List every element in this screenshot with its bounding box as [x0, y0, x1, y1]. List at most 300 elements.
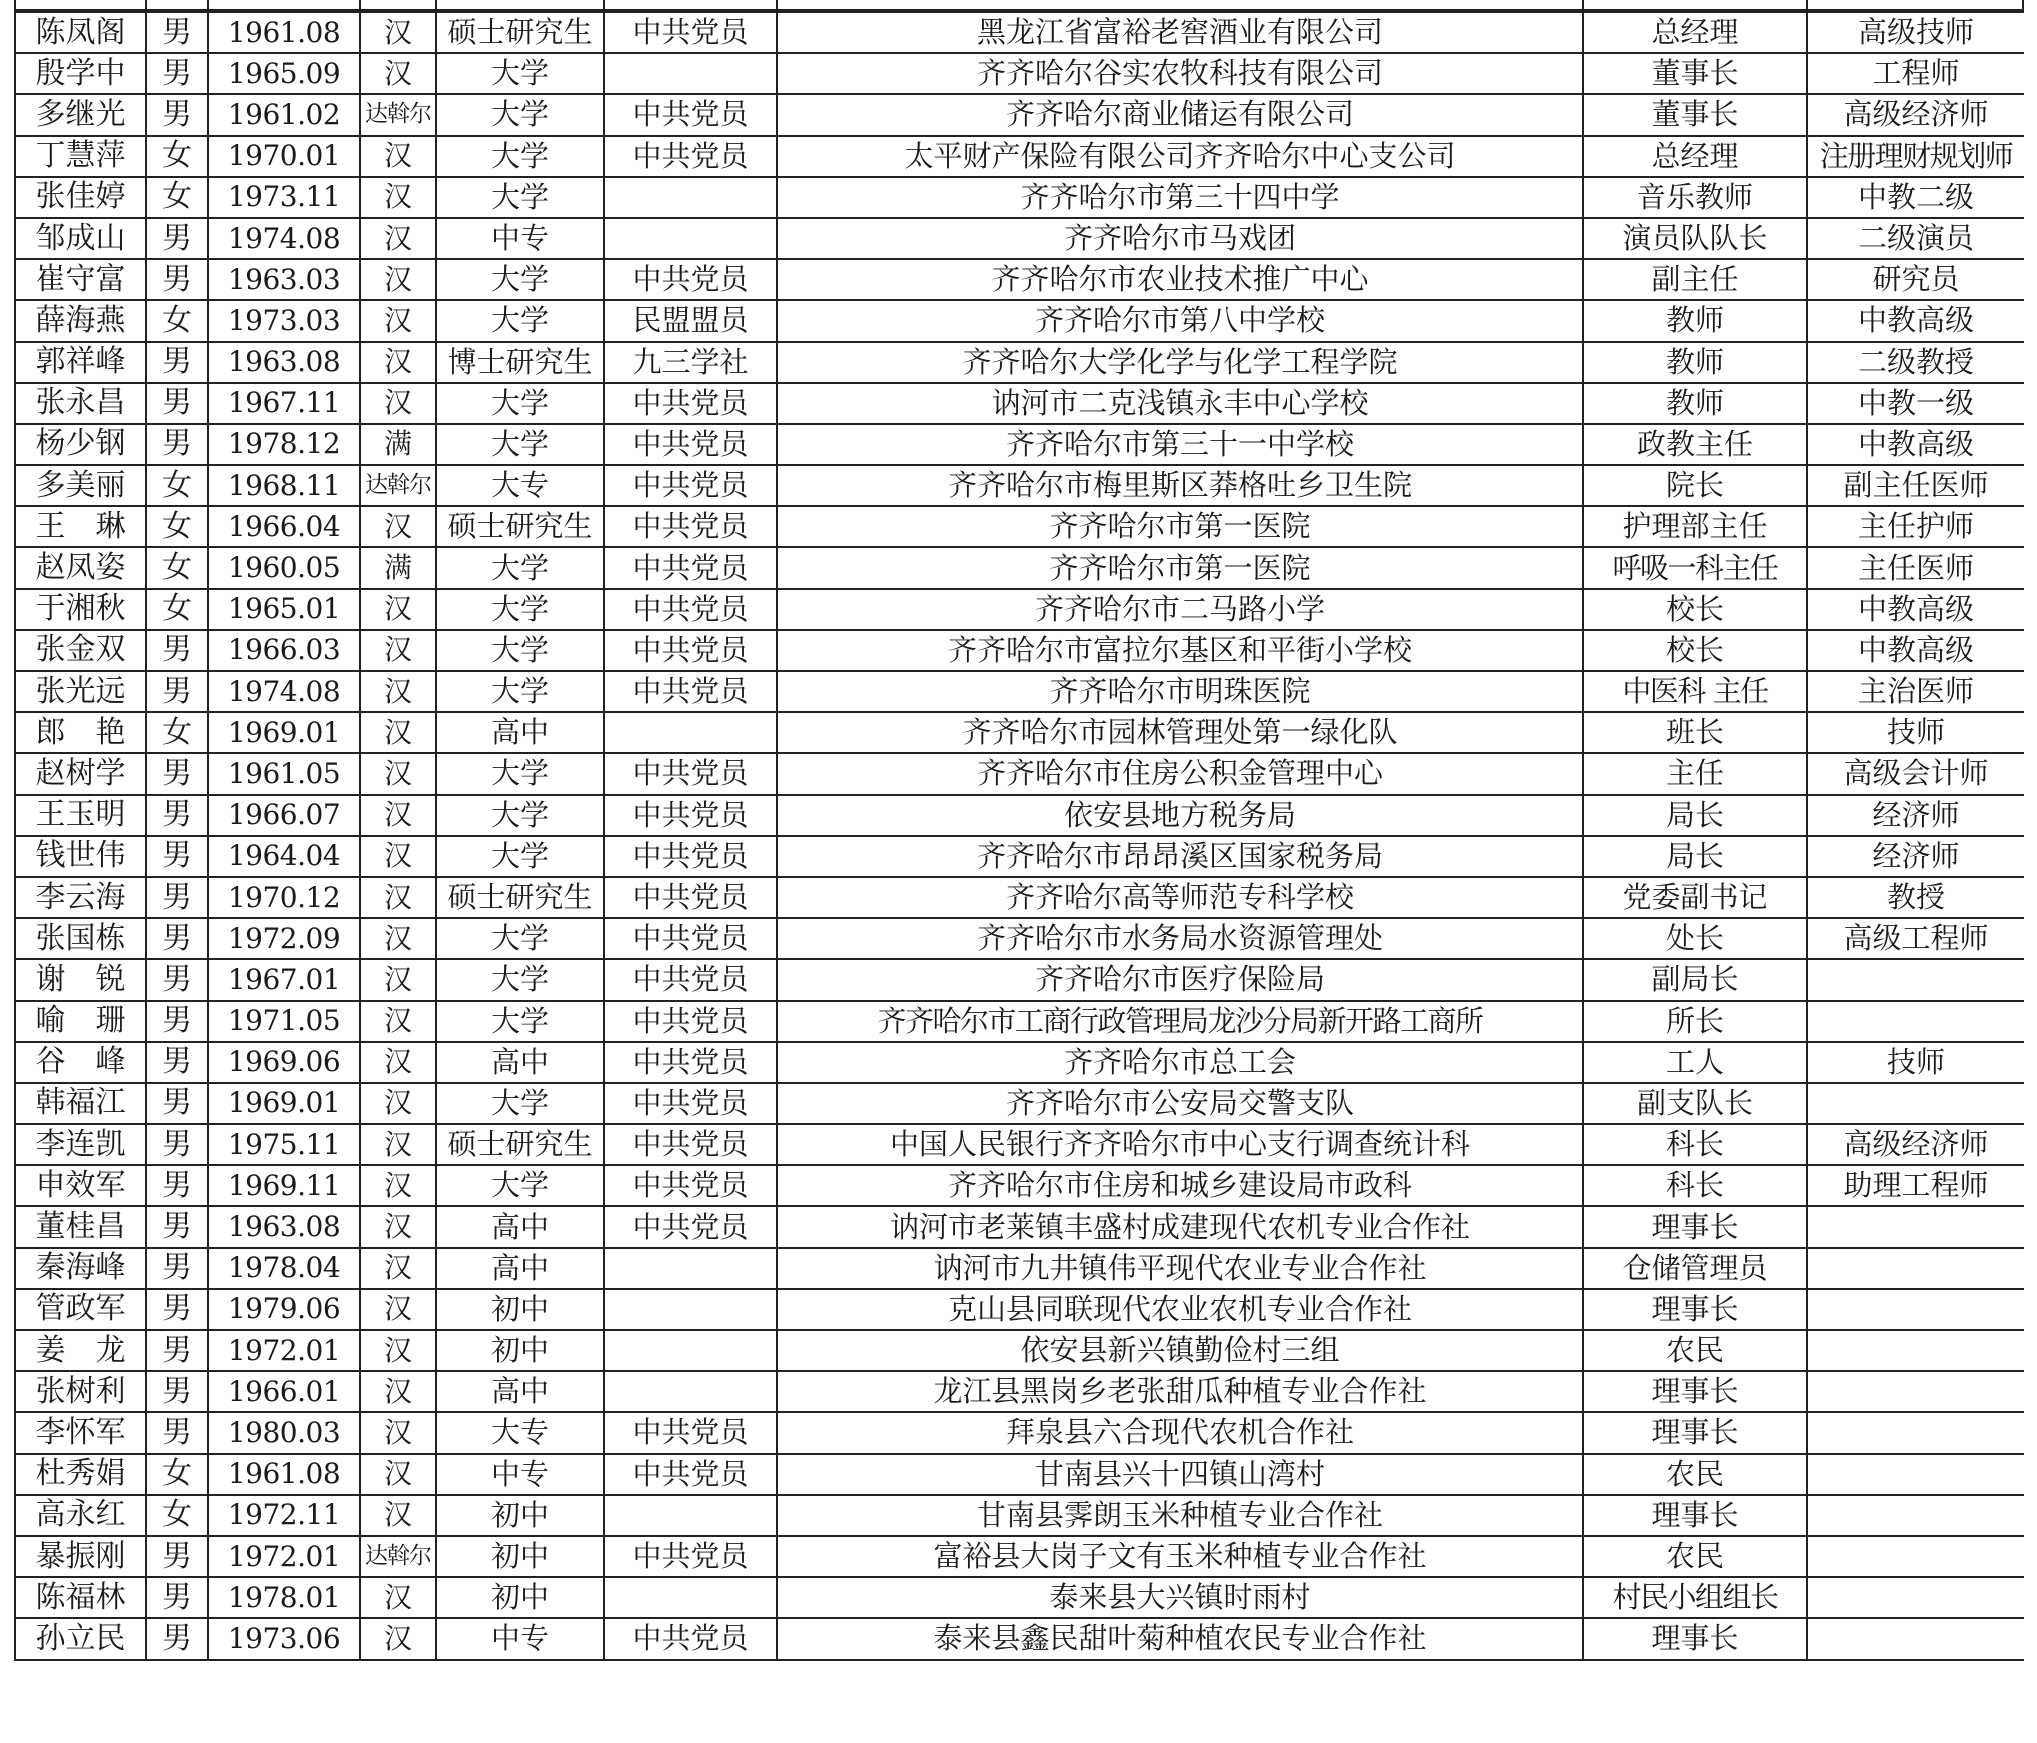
ethnicity-cell: 汉	[360, 383, 436, 424]
professional-title-cell: 高级经济师	[1807, 94, 2024, 135]
ethnicity-cell: 汉	[360, 1042, 436, 1083]
table-row	[15, 94, 2024, 135]
table-row	[15, 877, 2024, 918]
ethnicity-cell: 汉	[360, 1206, 436, 1247]
ethnicity-cell: 汉	[360, 630, 436, 671]
gender-cell: 女	[146, 589, 208, 630]
organization-cell: 齐齐哈尔市第八中学校	[777, 300, 1583, 341]
party-cell: 中共党员	[604, 959, 777, 1000]
table-row	[15, 1618, 2024, 1659]
position-cell: 农民	[1583, 1330, 1807, 1371]
education-cell: 大学	[436, 424, 604, 465]
birth-date-cell: 1963.03	[208, 259, 360, 300]
party-cell: 中共党员	[604, 671, 777, 712]
birth-date-cell: 1970.01	[208, 136, 360, 177]
table-row	[15, 300, 2024, 341]
gender-cell: 男	[146, 218, 208, 259]
birth-date-cell: 1978.12	[208, 424, 360, 465]
organization-cell: 齐齐哈尔市昂昂溪区国家税务局	[777, 836, 1583, 877]
gender-cell: 女	[146, 177, 208, 218]
ethnicity-cell: 汉	[360, 918, 436, 959]
organization-cell: 讷河市九井镇伟平现代农业专业合作社	[777, 1248, 1583, 1289]
table-row	[15, 671, 2024, 712]
ethnicity-cell: 汉	[360, 218, 436, 259]
professional-title-cell	[1807, 959, 2024, 1000]
ethnicity-cell: 汉	[360, 671, 436, 712]
organization-cell: 齐齐哈尔商业储运有限公司	[777, 94, 1583, 135]
table-row	[15, 1206, 2024, 1247]
birth-date-cell: 1965.09	[208, 53, 360, 94]
position-cell: 理事长	[1583, 1412, 1807, 1453]
party-cell: 中共党员	[604, 1042, 777, 1083]
professional-title-cell	[1807, 1371, 2024, 1412]
party-cell: 中共党员	[604, 753, 777, 794]
gender-cell: 男	[146, 836, 208, 877]
education-cell: 高中	[436, 1371, 604, 1412]
birth-date-cell: 1972.01	[208, 1536, 360, 1577]
name-cell: 薛海燕	[15, 300, 146, 341]
education-cell: 大学	[436, 1001, 604, 1042]
ethnicity-cell: 达斡尔	[360, 1536, 436, 1577]
ethnicity-cell: 汉	[360, 259, 436, 300]
gender-cell: 男	[146, 53, 208, 94]
education-cell: 大学	[436, 795, 604, 836]
position-cell: 中医科 主任	[1583, 671, 1807, 712]
birth-date-cell: 1961.02	[208, 94, 360, 135]
education-cell: 高中	[436, 1206, 604, 1247]
ethnicity-cell: 汉	[360, 1248, 436, 1289]
gender-cell: 女	[146, 136, 208, 177]
column-rule	[1582, 0, 1584, 9]
professional-title-cell: 高级经济师	[1807, 1124, 2024, 1165]
name-cell: 于湘秋	[15, 589, 146, 630]
ethnicity-cell: 汉	[360, 1289, 436, 1330]
position-cell: 校长	[1583, 589, 1807, 630]
education-cell: 高中	[436, 1042, 604, 1083]
position-cell: 处长	[1583, 918, 1807, 959]
ethnicity-cell: 满	[360, 547, 436, 588]
education-cell: 大专	[436, 465, 604, 506]
education-cell: 博士研究生	[436, 342, 604, 383]
party-cell	[604, 1330, 777, 1371]
table-row	[15, 383, 2024, 424]
table-row	[15, 712, 2024, 753]
name-cell: 殷学中	[15, 53, 146, 94]
birth-date-cell: 1972.09	[208, 918, 360, 959]
party-cell: 中共党员	[604, 1618, 777, 1659]
position-cell: 理事长	[1583, 1495, 1807, 1536]
gender-cell: 男	[146, 918, 208, 959]
birth-date-cell: 1963.08	[208, 1206, 360, 1247]
position-cell: 副主任	[1583, 259, 1807, 300]
gender-cell: 男	[146, 1042, 208, 1083]
ethnicity-cell: 汉	[360, 12, 436, 53]
education-cell: 大学	[436, 589, 604, 630]
organization-cell: 讷河市老莱镇丰盛村成建现代农机专业合作社	[777, 1206, 1583, 1247]
party-cell: 中共党员	[604, 94, 777, 135]
ethnicity-cell: 汉	[360, 1577, 436, 1618]
gender-cell: 男	[146, 959, 208, 1000]
education-cell: 初中	[436, 1289, 604, 1330]
ethnicity-cell: 汉	[360, 836, 436, 877]
birth-date-cell: 1973.11	[208, 177, 360, 218]
name-cell: 王玉明	[15, 795, 146, 836]
gender-cell: 男	[146, 1248, 208, 1289]
party-cell: 中共党员	[604, 1001, 777, 1042]
professional-title-cell	[1807, 1495, 2024, 1536]
name-cell: 张树利	[15, 1371, 146, 1412]
birth-date-cell: 1978.04	[208, 1248, 360, 1289]
table-row	[15, 1330, 2024, 1371]
column-rule	[145, 0, 147, 9]
gender-cell: 男	[146, 383, 208, 424]
table-row	[15, 12, 2024, 53]
gender-cell: 男	[146, 671, 208, 712]
organization-cell: 泰来县大兴镇时雨村	[777, 1577, 1583, 1618]
birth-date-cell: 1969.11	[208, 1165, 360, 1206]
table-row	[15, 1495, 2024, 1536]
birth-date-cell: 1968.11	[208, 465, 360, 506]
professional-title-cell: 主治医师	[1807, 671, 2024, 712]
professional-title-cell: 主任医师	[1807, 547, 2024, 588]
position-cell: 教师	[1583, 342, 1807, 383]
ethnicity-cell: 汉	[360, 589, 436, 630]
party-cell: 中共党员	[604, 12, 777, 53]
education-cell: 大学	[436, 918, 604, 959]
birth-date-cell: 1967.11	[208, 383, 360, 424]
cut-off-header-row	[14, 0, 2024, 11]
organization-cell: 齐齐哈尔市梅里斯区莽格吐乡卫生院	[777, 465, 1583, 506]
name-cell: 谢 锐	[15, 959, 146, 1000]
position-cell: 所长	[1583, 1001, 1807, 1042]
professional-title-cell	[1807, 1289, 2024, 1330]
organization-cell: 齐齐哈尔市工商行政管理局龙沙分局新开路工商所	[777, 1001, 1583, 1042]
party-cell: 中共党员	[604, 1206, 777, 1247]
professional-title-cell	[1807, 1206, 2024, 1247]
professional-title-cell: 主任护师	[1807, 506, 2024, 547]
position-cell: 班长	[1583, 712, 1807, 753]
party-cell: 中共党员	[604, 1124, 777, 1165]
education-cell: 大学	[436, 136, 604, 177]
table-row	[15, 1124, 2024, 1165]
professional-title-cell	[1807, 1536, 2024, 1577]
gender-cell: 女	[146, 547, 208, 588]
position-cell: 理事长	[1583, 1618, 1807, 1659]
party-cell	[604, 1577, 777, 1618]
gender-cell: 男	[146, 1206, 208, 1247]
name-cell: 郎 艳	[15, 712, 146, 753]
name-cell: 李连凯	[15, 1124, 146, 1165]
name-cell: 郭祥峰	[15, 342, 146, 383]
name-cell: 张金双	[15, 630, 146, 671]
gender-cell: 男	[146, 1001, 208, 1042]
education-cell: 中专	[436, 1618, 604, 1659]
birth-date-cell: 1966.03	[208, 630, 360, 671]
organization-cell: 甘南县兴十四镇山湾村	[777, 1454, 1583, 1495]
organization-cell: 齐齐哈尔市水务局水资源管理处	[777, 918, 1583, 959]
organization-cell: 龙江县黑岗乡老张甜瓜种植专业合作社	[777, 1371, 1583, 1412]
party-cell	[604, 177, 777, 218]
party-cell: 中共党员	[604, 630, 777, 671]
position-cell: 科长	[1583, 1124, 1807, 1165]
professional-title-cell: 高级技师	[1807, 12, 2024, 53]
ethnicity-cell: 汉	[360, 177, 436, 218]
party-cell	[604, 1495, 777, 1536]
table-row	[15, 506, 2024, 547]
gender-cell: 男	[146, 753, 208, 794]
column-rule	[1806, 0, 1808, 9]
professional-title-cell: 工程师	[1807, 53, 2024, 94]
organization-cell: 齐齐哈尔市第一医院	[777, 506, 1583, 547]
table-row	[15, 589, 2024, 630]
ethnicity-cell: 汉	[360, 959, 436, 1000]
gender-cell: 女	[146, 300, 208, 341]
party-cell: 中共党员	[604, 1412, 777, 1453]
gender-cell: 男	[146, 1289, 208, 1330]
education-cell: 初中	[436, 1536, 604, 1577]
table-row	[15, 753, 2024, 794]
name-cell: 张国栋	[15, 918, 146, 959]
position-cell: 局长	[1583, 795, 1807, 836]
member-table	[14, 11, 2024, 1661]
party-cell: 中共党员	[604, 795, 777, 836]
organization-cell: 齐齐哈尔市明珠医院	[777, 671, 1583, 712]
position-cell: 总经理	[1583, 12, 1807, 53]
organization-cell: 齐齐哈尔市住房公积金管理中心	[777, 753, 1583, 794]
position-cell: 农民	[1583, 1536, 1807, 1577]
birth-date-cell: 1961.08	[208, 12, 360, 53]
ethnicity-cell: 汉	[360, 795, 436, 836]
name-cell: 陈福林	[15, 1577, 146, 1618]
position-cell: 教师	[1583, 383, 1807, 424]
education-cell: 大学	[436, 1083, 604, 1124]
position-cell: 呼吸一科主任	[1583, 547, 1807, 588]
name-cell: 丁慧萍	[15, 136, 146, 177]
position-cell: 政教主任	[1583, 424, 1807, 465]
column-rule	[2022, 0, 2024, 9]
name-cell: 高永红	[15, 1495, 146, 1536]
name-cell: 申效军	[15, 1165, 146, 1206]
party-cell: 九三学社	[604, 342, 777, 383]
organization-cell: 齐齐哈尔市园林管理处第一绿化队	[777, 712, 1583, 753]
professional-title-cell: 注册理财规划师	[1807, 136, 2024, 177]
table-row	[15, 959, 2024, 1000]
gender-cell: 男	[146, 1371, 208, 1412]
name-cell: 陈凤阁	[15, 12, 146, 53]
gender-cell: 男	[146, 1618, 208, 1659]
professional-title-cell	[1807, 1248, 2024, 1289]
education-cell: 中专	[436, 1454, 604, 1495]
professional-title-cell: 经济师	[1807, 836, 2024, 877]
party-cell: 中共党员	[604, 506, 777, 547]
birth-date-cell: 1978.01	[208, 1577, 360, 1618]
table-row	[15, 259, 2024, 300]
ethnicity-cell: 汉	[360, 1083, 436, 1124]
name-cell: 张光远	[15, 671, 146, 712]
birth-date-cell: 1966.04	[208, 506, 360, 547]
organization-cell: 齐齐哈尔高等师范专科学校	[777, 877, 1583, 918]
education-cell: 初中	[436, 1495, 604, 1536]
professional-title-cell	[1807, 1083, 2024, 1124]
party-cell: 中共党员	[604, 259, 777, 300]
party-cell	[604, 1248, 777, 1289]
professional-title-cell: 副主任医师	[1807, 465, 2024, 506]
position-cell: 理事长	[1583, 1371, 1807, 1412]
birth-date-cell: 1975.11	[208, 1124, 360, 1165]
birth-date-cell: 1963.08	[208, 342, 360, 383]
organization-cell: 依安县地方税务局	[777, 795, 1583, 836]
gender-cell: 男	[146, 1330, 208, 1371]
position-cell: 党委副书记	[1583, 877, 1807, 918]
table-row	[15, 1001, 2024, 1042]
ethnicity-cell: 汉	[360, 1618, 436, 1659]
position-cell: 总经理	[1583, 136, 1807, 177]
gender-cell: 男	[146, 795, 208, 836]
position-cell: 音乐教师	[1583, 177, 1807, 218]
table-row	[15, 1371, 2024, 1412]
gender-cell: 男	[146, 1536, 208, 1577]
ethnicity-cell: 汉	[360, 1495, 436, 1536]
education-cell: 初中	[436, 1577, 604, 1618]
birth-date-cell: 1973.06	[208, 1618, 360, 1659]
professional-title-cell: 二级演员	[1807, 218, 2024, 259]
professional-title-cell: 技师	[1807, 1042, 2024, 1083]
ethnicity-cell: 汉	[360, 1001, 436, 1042]
name-cell: 张佳婷	[15, 177, 146, 218]
organization-cell: 齐齐哈尔市二马路小学	[777, 589, 1583, 630]
gender-cell: 女	[146, 712, 208, 753]
professional-title-cell: 教授	[1807, 877, 2024, 918]
name-cell: 钱世伟	[15, 836, 146, 877]
name-cell: 多美丽	[15, 465, 146, 506]
education-cell: 大学	[436, 836, 604, 877]
organization-cell: 甘南县霁朗玉米种植专业合作社	[777, 1495, 1583, 1536]
birth-date-cell: 1970.12	[208, 877, 360, 918]
table-row	[15, 547, 2024, 588]
birth-date-cell: 1964.04	[208, 836, 360, 877]
professional-title-cell: 高级会计师	[1807, 753, 2024, 794]
ethnicity-cell: 汉	[360, 506, 436, 547]
table-row	[15, 836, 2024, 877]
party-cell: 中共党员	[604, 136, 777, 177]
gender-cell: 男	[146, 630, 208, 671]
birth-date-cell: 1973.03	[208, 300, 360, 341]
party-cell	[604, 1289, 777, 1330]
gender-cell: 男	[146, 1083, 208, 1124]
ethnicity-cell: 满	[360, 424, 436, 465]
table-row	[15, 342, 2024, 383]
ethnicity-cell: 汉	[360, 136, 436, 177]
gender-cell: 男	[146, 424, 208, 465]
table-row	[15, 465, 2024, 506]
party-cell	[604, 218, 777, 259]
table-body	[15, 12, 2024, 1660]
party-cell	[604, 712, 777, 753]
organization-cell: 齐齐哈尔市第三十一中学校	[777, 424, 1583, 465]
position-cell: 董事长	[1583, 53, 1807, 94]
table-row	[15, 1248, 2024, 1289]
ethnicity-cell: 汉	[360, 1412, 436, 1453]
education-cell: 硕士研究生	[436, 506, 604, 547]
professional-title-cell: 二级教授	[1807, 342, 2024, 383]
table-row	[15, 424, 2024, 465]
table-row	[15, 918, 2024, 959]
professional-title-cell	[1807, 1412, 2024, 1453]
name-cell: 董桂昌	[15, 1206, 146, 1247]
name-cell: 孙立民	[15, 1618, 146, 1659]
professional-title-cell: 高级工程师	[1807, 918, 2024, 959]
name-cell: 多继光	[15, 94, 146, 135]
table-row	[15, 1165, 2024, 1206]
organization-cell: 拜泉县六合现代农机合作社	[777, 1412, 1583, 1453]
organization-cell: 齐齐哈尔市住房和城乡建设局市政科	[777, 1165, 1583, 1206]
party-cell: 中共党员	[604, 424, 777, 465]
party-cell: 中共党员	[604, 465, 777, 506]
member-table-region	[14, 0, 2024, 1743]
column-rule	[14, 0, 16, 9]
education-cell: 大学	[436, 383, 604, 424]
professional-title-cell: 助理工程师	[1807, 1165, 2024, 1206]
ethnicity-cell: 达斡尔	[360, 465, 436, 506]
gender-cell: 男	[146, 259, 208, 300]
position-cell: 仓储管理员	[1583, 1248, 1807, 1289]
party-cell: 中共党员	[604, 918, 777, 959]
name-cell: 韩福江	[15, 1083, 146, 1124]
birth-date-cell: 1972.01	[208, 1330, 360, 1371]
birth-date-cell: 1974.08	[208, 218, 360, 259]
name-cell: 秦海峰	[15, 1248, 146, 1289]
party-cell: 中共党员	[604, 877, 777, 918]
gender-cell: 男	[146, 1412, 208, 1453]
table-row	[15, 1289, 2024, 1330]
organization-cell: 克山县同联现代农业农机专业合作社	[777, 1289, 1583, 1330]
column-rule	[603, 0, 605, 9]
professional-title-cell	[1807, 1577, 2024, 1618]
professional-title-cell	[1807, 1618, 2024, 1659]
professional-title-cell: 中教二级	[1807, 177, 2024, 218]
education-cell: 大学	[436, 300, 604, 341]
organization-cell: 齐齐哈尔市总工会	[777, 1042, 1583, 1083]
party-cell: 中共党员	[604, 589, 777, 630]
organization-cell: 黑龙江省富裕老窖酒业有限公司	[777, 12, 1583, 53]
party-cell: 民盟盟员	[604, 300, 777, 341]
education-cell: 大专	[436, 1412, 604, 1453]
professional-title-cell: 经济师	[1807, 795, 2024, 836]
birth-date-cell: 1974.08	[208, 671, 360, 712]
professional-title-cell	[1807, 1454, 2024, 1495]
organization-cell: 齐齐哈尔市马戏团	[777, 218, 1583, 259]
organization-cell: 讷河市二克浅镇永丰中心学校	[777, 383, 1583, 424]
name-cell: 谷 峰	[15, 1042, 146, 1083]
table-row	[15, 136, 2024, 177]
table-row	[15, 1536, 2024, 1577]
education-cell: 大学	[436, 959, 604, 1000]
gender-cell: 女	[146, 465, 208, 506]
ethnicity-cell: 汉	[360, 342, 436, 383]
organization-cell: 富裕县大岗子文有玉米种植专业合作社	[777, 1536, 1583, 1577]
gender-cell: 女	[146, 506, 208, 547]
party-cell: 中共党员	[604, 1165, 777, 1206]
position-cell: 副支队长	[1583, 1083, 1807, 1124]
column-rule	[435, 0, 437, 9]
gender-cell: 男	[146, 877, 208, 918]
education-cell: 大学	[436, 547, 604, 588]
organization-cell: 齐齐哈尔谷实农牧科技有限公司	[777, 53, 1583, 94]
education-cell: 初中	[436, 1330, 604, 1371]
professional-title-cell: 技师	[1807, 712, 2024, 753]
education-cell: 大学	[436, 671, 604, 712]
birth-date-cell: 1961.08	[208, 1454, 360, 1495]
